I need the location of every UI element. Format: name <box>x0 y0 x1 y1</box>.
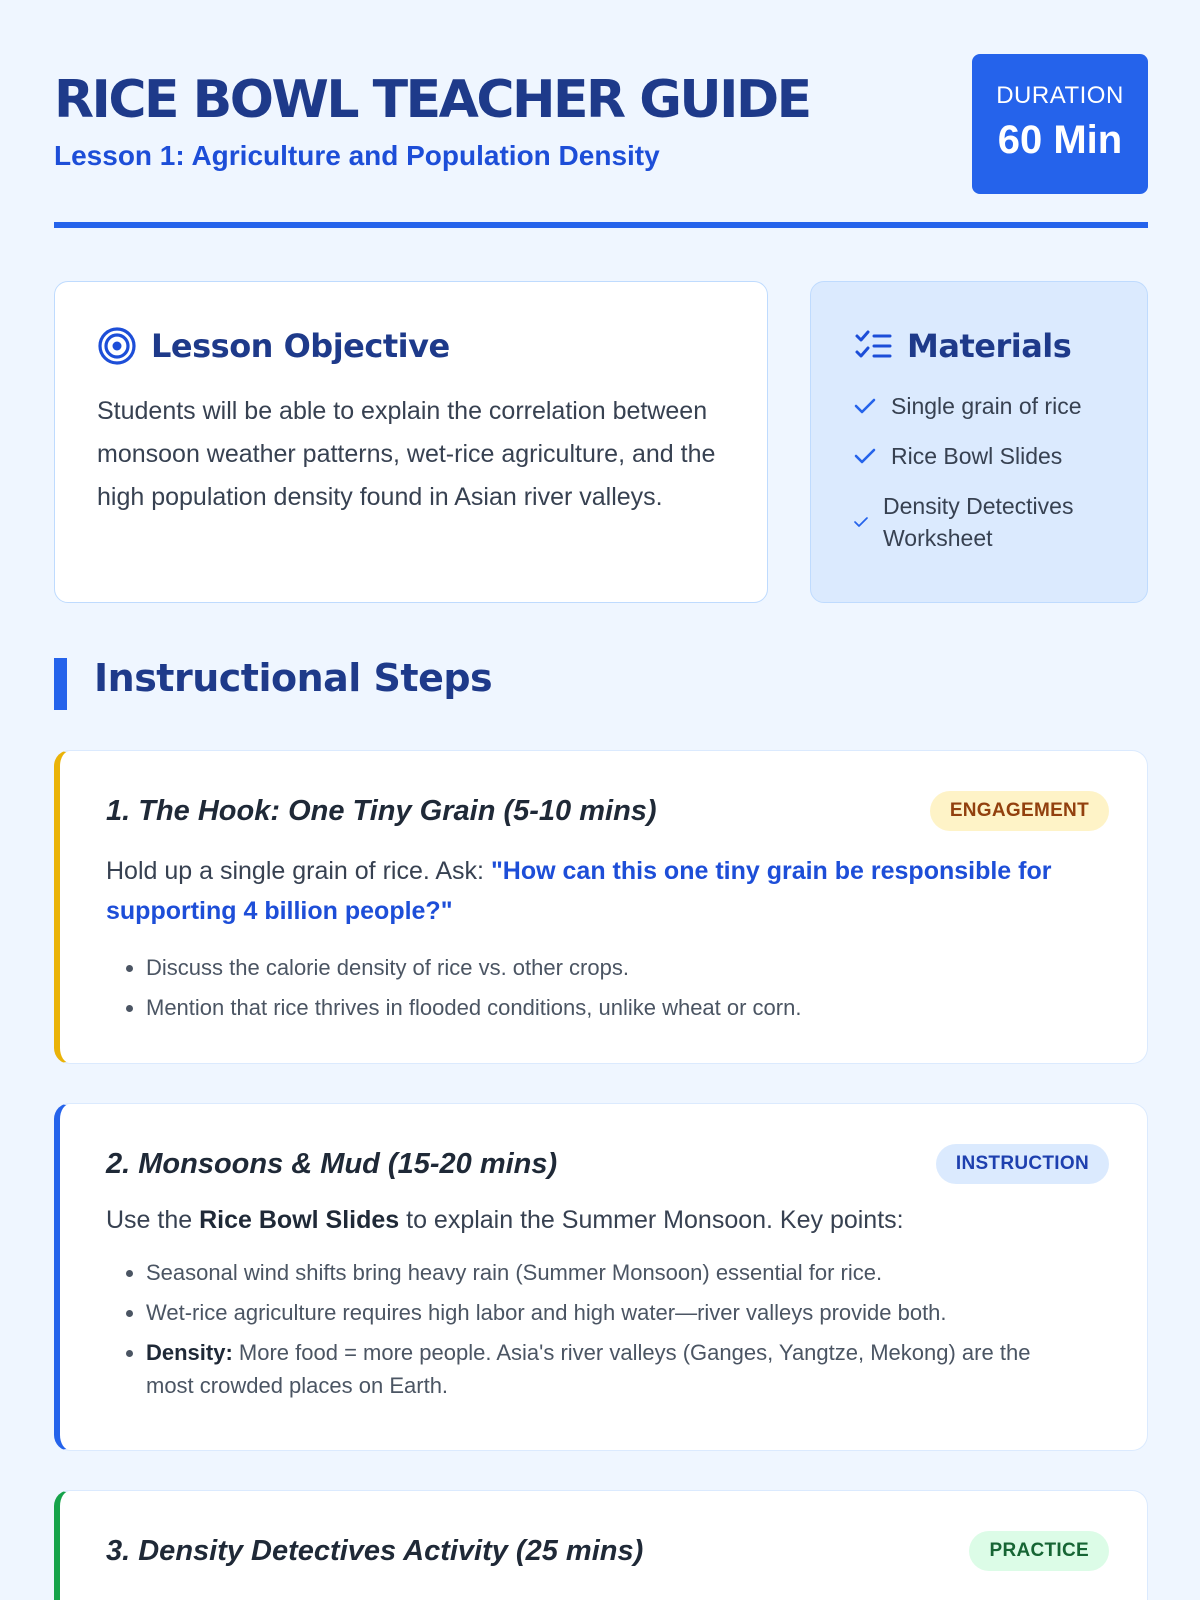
duration-value: 60 Min <box>997 118 1123 162</box>
step-title: 3. Density Detectives Activity (25 mins) <box>106 1535 644 1567</box>
page-header <box>54 0 1148 228</box>
target-icon <box>97 326 137 366</box>
teacher-guide-page <box>54 0 1148 1567</box>
bullet-item: • Mention that rice thrives in flooded conditions, unlike wheat or corn. <box>146 991 1076 1024</box>
material-label: Rice Bowl Slides <box>891 443 1063 469</box>
step-title: 2. Monsoons & Mud (15-20 mins) <box>106 1148 558 1180</box>
bullet-item: • Discuss the calorie density of rice vs. other crops. <box>146 951 1076 984</box>
bullet-item: • Wet-rice agriculture requires high labor and high water—river valleys provide both. <box>146 1296 1076 1329</box>
check-icon <box>853 394 877 418</box>
materials-header <box>853 326 1071 366</box>
objective-header <box>97 326 450 366</box>
materials-title: Materials <box>907 327 1072 365</box>
check-icon <box>853 444 877 468</box>
step-bullets <box>146 1256 1076 1409</box>
step-card-density-detectives <box>54 1490 1148 1600</box>
page-title: RICE BOWL TEACHER GUIDE <box>54 70 810 130</box>
intro-bold: Rice Bowl Slides <box>199 1206 400 1234</box>
material-label: Density Detectives Worksheet <box>883 493 1074 551</box>
intro-quote: "How can this one tiny grain be responsible for supporting 4 billion people?" <box>106 857 1052 925</box>
intro-text: to explain the Summer Monsoon. Key points: <box>399 1206 904 1234</box>
step-title: 1. The Hook: One Tiny Grain (5-10 mins) <box>106 795 657 827</box>
step-intro <box>106 851 1086 931</box>
duration-label: DURATION <box>996 82 1124 109</box>
step-card-monsoons <box>54 1103 1148 1451</box>
material-item <box>853 440 1123 472</box>
objective-text: Students will be able to explain the correlation between monsoon weather patterns, wet-rice agriculture, and the high population density found in Asian river valleys. <box>97 397 716 511</box>
material-item <box>853 390 1123 422</box>
lesson-subtitle: Lesson 1: Agriculture and Population Density <box>54 140 660 171</box>
bullet-text: More food = more people. Asia's river valleys (Ganges, Yangtze, Mekong) are the most crowded places on Earth. <box>146 1340 1031 1398</box>
step-badge: INSTRUCTION <box>936 1144 1109 1184</box>
step-intro <box>106 1200 1086 1240</box>
step-badge: ENGAGEMENT <box>930 791 1109 831</box>
material-label: Single grain of rice <box>891 393 1082 419</box>
intro-text: Use the <box>106 1206 200 1234</box>
bullet-bold: Density: <box>146 1340 233 1365</box>
materials-list <box>853 390 1123 572</box>
checklist-icon <box>853 326 893 366</box>
section-accent-bar <box>54 658 67 710</box>
bullet-item: • Seasonal wind shifts bring heavy rain (Summer Monsoon) essential for rice. <box>146 1256 1076 1289</box>
step-bullets <box>146 951 1076 1031</box>
intro-text: Hold up a single grain of rice. Ask: <box>106 857 491 885</box>
bullet-item <box>146 1336 1076 1402</box>
step-badge: PRACTICE <box>969 1531 1109 1571</box>
lesson-objective-card <box>54 281 768 603</box>
duration-badge <box>972 54 1148 194</box>
material-item <box>853 490 1123 554</box>
section-title: Instructional Steps <box>94 656 493 700</box>
objective-title: Lesson Objective <box>151 327 450 365</box>
materials-card <box>810 281 1148 603</box>
step-card-hook <box>54 750 1148 1064</box>
check-icon <box>853 514 869 530</box>
